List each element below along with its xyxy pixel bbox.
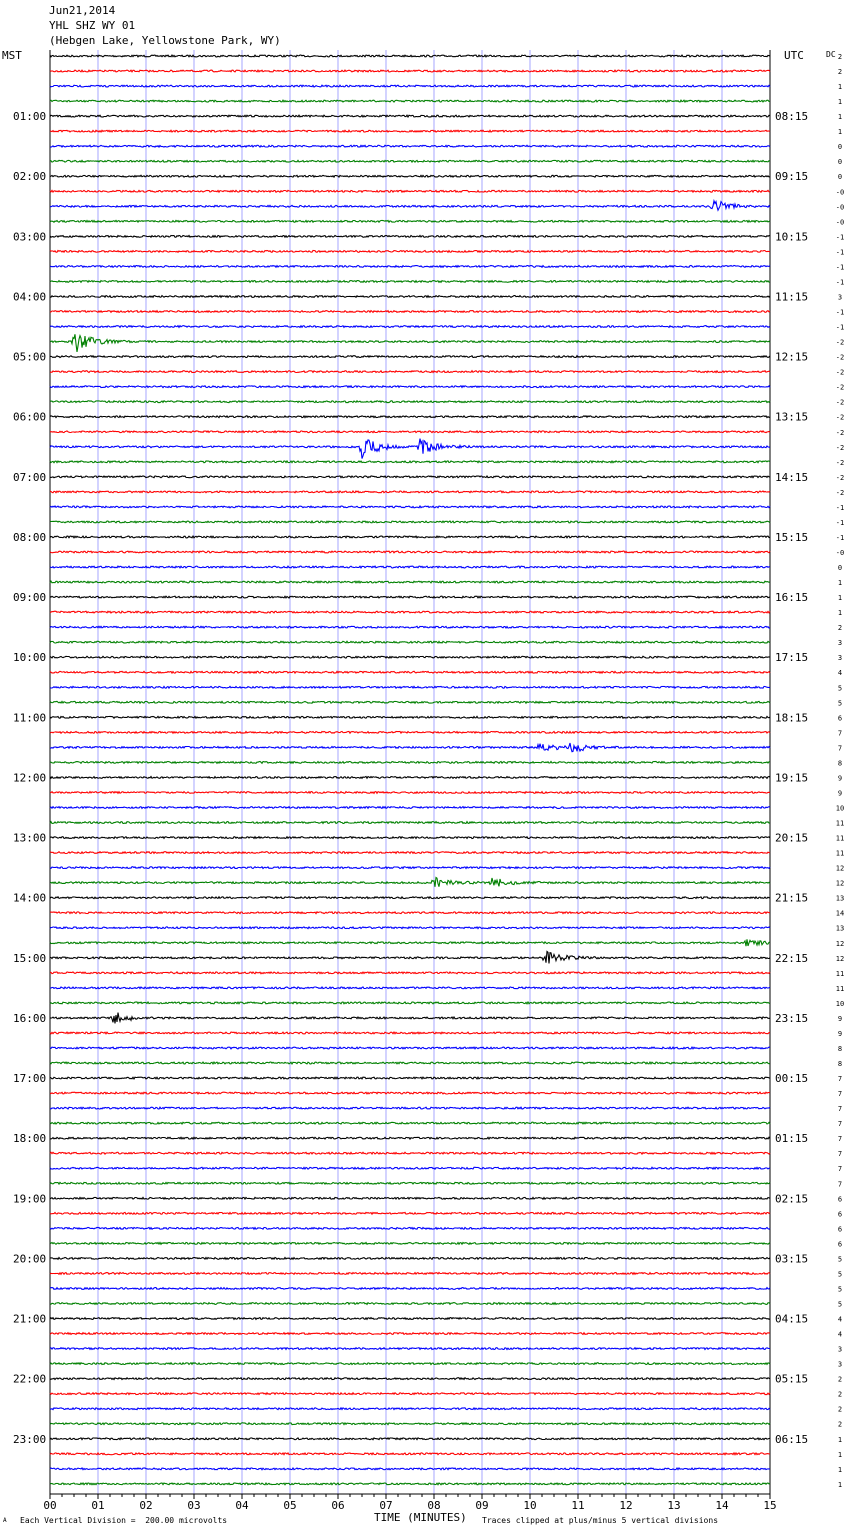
trace-row xyxy=(50,927,770,929)
trace-row xyxy=(50,732,770,734)
trace-row xyxy=(50,1408,770,1410)
trace-row xyxy=(50,1348,770,1350)
trace-row xyxy=(50,837,770,839)
hour-label-utc: 04:15 xyxy=(775,1312,809,1326)
footer-clip-note: Traces clipped at plus/minus 5 vertical divisions xyxy=(482,1516,719,1525)
dc-offset-label: 2 xyxy=(837,53,843,61)
hour-label-mst: 05:00 xyxy=(13,350,47,364)
dc-offset-label: 6 xyxy=(837,1225,843,1234)
dc-offset-label: 10 xyxy=(835,999,845,1008)
dc-offset-label: 2 xyxy=(837,624,843,633)
trace-row xyxy=(50,1303,770,1305)
hour-label-mst: 15:00 xyxy=(13,951,47,965)
trace-row xyxy=(50,401,770,403)
hour-label-mst: 04:00 xyxy=(13,290,47,304)
dc-offset-label: 4 xyxy=(837,669,843,678)
hour-label-utc: 13:15 xyxy=(775,410,809,424)
dc-offset-label: 1 xyxy=(837,98,843,107)
trace-row xyxy=(50,878,770,887)
trace-row xyxy=(50,416,770,418)
trace-row xyxy=(50,1122,770,1124)
trace-row xyxy=(50,671,770,673)
trace-row xyxy=(50,311,770,313)
hour-label-utc: 19:15 xyxy=(775,771,809,785)
hour-label-mst: 11:00 xyxy=(13,711,47,725)
dc-offset-label: 7 xyxy=(837,1075,843,1084)
trace-row xyxy=(50,251,770,253)
dc-offset-label: 5 xyxy=(837,1300,843,1309)
dc-offset-label: 11 xyxy=(835,969,845,978)
hour-label-utc: 21:15 xyxy=(775,891,809,905)
dc-offset-label: 6 xyxy=(837,714,843,723)
dc-offset-label: 7 xyxy=(837,1180,843,1189)
dc-offset-label: 7 xyxy=(837,729,843,738)
dc-offset-label: 2 xyxy=(837,1375,843,1384)
dc-offset-label: -2 xyxy=(835,368,845,377)
trace-row xyxy=(50,1182,770,1184)
trace-row xyxy=(50,491,770,493)
trace-row xyxy=(50,334,770,352)
dc-offset-label: 13 xyxy=(835,924,845,933)
dc-offset-label: 13 xyxy=(835,894,845,903)
trace-row xyxy=(50,762,770,764)
dc-offset-label: 14 xyxy=(835,909,845,918)
hour-label-utc: 03:15 xyxy=(775,1252,809,1266)
footer-scale-note: Each Vertical Division = 200.00 microvolts xyxy=(20,1516,228,1525)
trace-row xyxy=(50,1107,770,1109)
hour-label-mst: 23:00 xyxy=(13,1432,47,1446)
x-tick-label: 01 xyxy=(91,1499,105,1512)
trace-row xyxy=(50,867,770,869)
dc-offset-label: 0 xyxy=(837,143,843,152)
trace-row xyxy=(50,1483,770,1485)
hour-label-mst: 19:00 xyxy=(13,1192,47,1206)
x-tick-label: 15 xyxy=(763,1499,777,1512)
hour-label-utc: 23:15 xyxy=(775,1011,809,1025)
dc-offset-label: 2 xyxy=(837,68,843,77)
x-tick-label: 03 xyxy=(187,1499,201,1512)
x-tick-label: 09 xyxy=(475,1499,489,1512)
trace-row xyxy=(50,326,770,328)
dc-offset-label: -1 xyxy=(835,518,845,527)
dc-offset-label: -2 xyxy=(835,353,845,362)
trace-row xyxy=(50,386,770,388)
trace-row xyxy=(50,536,770,538)
hour-label-utc: 00:15 xyxy=(775,1072,809,1086)
dc-offset-label: -2 xyxy=(835,473,845,482)
dc-offset-label: 2 xyxy=(837,1420,843,1429)
trace-row xyxy=(50,581,770,583)
date-label: Jun21,2014 xyxy=(49,4,116,17)
dc-offset-label: 4 xyxy=(837,1330,843,1339)
dc-offset-label: -1 xyxy=(835,323,845,332)
dc-offset-label: 0 xyxy=(837,173,843,182)
hour-label-utc: 02:15 xyxy=(775,1192,809,1206)
dc-offset-label: 5 xyxy=(837,684,843,693)
trace-row xyxy=(50,777,770,779)
dc-offset-label: -1 xyxy=(835,248,845,257)
dc-offset-label: 6 xyxy=(837,1210,843,1219)
dc-offset-label: 7 xyxy=(837,744,843,753)
trace-row xyxy=(50,1318,770,1320)
trace-row xyxy=(50,716,770,718)
trace-row xyxy=(50,596,770,598)
dc-offset-label: 1 xyxy=(837,1465,843,1474)
dc-offset-label: 11 xyxy=(835,819,845,828)
footer-left-mark: A xyxy=(3,1517,7,1524)
trace-row xyxy=(50,626,770,628)
trace-row xyxy=(50,220,770,222)
trace-row xyxy=(50,1137,770,1139)
trace-row xyxy=(50,371,770,373)
dc-offset-label: 5 xyxy=(837,699,843,708)
trace-row xyxy=(50,1002,770,1004)
trace-row xyxy=(50,1288,770,1290)
dc-offset-label: 7 xyxy=(837,1135,843,1144)
hour-label-utc: 09:15 xyxy=(775,170,809,184)
trace-row xyxy=(50,1258,770,1260)
trace-row xyxy=(50,266,770,268)
trace-row xyxy=(50,1393,770,1395)
dc-label: DC xyxy=(826,50,836,59)
hour-label-mst: 16:00 xyxy=(13,1011,47,1025)
dc-offset-label: 0 xyxy=(837,564,843,573)
trace-row xyxy=(50,1197,770,1199)
trace-row xyxy=(50,1423,770,1425)
trace-row xyxy=(50,1152,770,1154)
hour-label-mst: 01:00 xyxy=(13,110,47,124)
hour-label-mst: 20:00 xyxy=(13,1252,47,1266)
right-timezone-label: UTC xyxy=(784,49,804,62)
dc-offset-label: 2 xyxy=(837,1405,843,1414)
dc-offset-label: 11 xyxy=(835,849,845,858)
trace-row xyxy=(50,506,770,508)
trace-row xyxy=(50,1438,770,1440)
x-tick-label: 10 xyxy=(523,1499,537,1512)
dc-offset-label: 10 xyxy=(835,804,845,813)
trace-row xyxy=(50,686,770,688)
trace-row xyxy=(50,1212,770,1214)
dc-offset-label: -2 xyxy=(835,443,845,452)
hour-label-mst: 17:00 xyxy=(13,1072,47,1086)
hour-label-utc: 14:15 xyxy=(775,470,809,484)
trace-row xyxy=(50,641,770,643)
dc-offset-label: 7 xyxy=(837,1120,843,1129)
trace-row xyxy=(50,236,770,238)
x-tick-label: 12 xyxy=(619,1499,633,1512)
trace-row xyxy=(50,1363,770,1365)
trace-row xyxy=(50,822,770,824)
dc-offset-label: -0 xyxy=(835,188,845,197)
trace-row xyxy=(50,1453,770,1455)
dc-offset-label: 3 xyxy=(837,1360,843,1369)
trace-row xyxy=(50,439,770,459)
dc-offset-label: 6 xyxy=(837,1240,843,1249)
trace-row xyxy=(50,1378,770,1380)
dc-offset-label: 1 xyxy=(837,83,843,92)
dc-offset-label: 1 xyxy=(837,579,843,588)
dc-offset-label: 8 xyxy=(837,759,843,768)
x-tick-label: 04 xyxy=(235,1499,249,1512)
hour-label-utc: 08:15 xyxy=(775,110,809,124)
hour-label-utc: 06:15 xyxy=(775,1432,809,1446)
dc-offset-label: -0 xyxy=(835,218,845,227)
trace-row xyxy=(50,356,770,358)
dc-offset-label: -2 xyxy=(835,383,845,392)
dc-offset-label: 6 xyxy=(837,1195,843,1204)
hour-label-utc: 22:15 xyxy=(775,951,809,965)
trace-row xyxy=(50,1013,770,1024)
trace-row xyxy=(50,115,770,117)
trace-row xyxy=(50,566,770,568)
dc-offset-label: 1 xyxy=(837,1480,843,1489)
trace-row xyxy=(50,1062,770,1064)
trace-row xyxy=(50,1227,770,1229)
dc-offset-label: 3 xyxy=(837,639,843,648)
hour-label-mst: 09:00 xyxy=(13,591,47,605)
hour-label-utc: 10:15 xyxy=(775,230,809,244)
hour-label-mst: 18:00 xyxy=(13,1132,47,1146)
dc-offset-label: 7 xyxy=(837,1165,843,1174)
dc-offset-label: -1 xyxy=(835,278,845,287)
dc-offset-label: 11 xyxy=(835,984,845,993)
dc-offset-label: -1 xyxy=(835,503,845,512)
hour-label-mst: 21:00 xyxy=(13,1312,47,1326)
trace-row xyxy=(50,743,770,752)
trace-row xyxy=(50,201,770,210)
hour-label-mst: 10:00 xyxy=(13,651,47,665)
dc-offset-label: 3 xyxy=(837,293,843,302)
dc-offset-label: 8 xyxy=(837,1044,843,1053)
x-axis-title: TIME (MINUTES) xyxy=(374,1511,467,1524)
dc-offset-label: -1 xyxy=(835,308,845,317)
dc-offset-label: 9 xyxy=(837,789,843,798)
dc-offset-label: 8 xyxy=(837,1060,843,1069)
trace-row xyxy=(50,1167,770,1169)
dc-offset-label: -2 xyxy=(835,458,845,467)
dc-offset-label: -1 xyxy=(835,533,845,542)
dc-offset-label: -2 xyxy=(835,413,845,422)
trace-row xyxy=(50,85,770,87)
dc-offset-label: 12 xyxy=(835,879,845,888)
trace-row xyxy=(50,476,770,478)
trace-row xyxy=(50,987,770,989)
trace-row xyxy=(50,70,770,72)
trace-row xyxy=(50,611,770,613)
trace-row xyxy=(50,1468,770,1470)
x-tick-label: 14 xyxy=(715,1499,729,1512)
dc-offset-label: 7 xyxy=(837,1090,843,1099)
dc-offset-label: 1 xyxy=(837,1435,843,1444)
x-tick-label: 06 xyxy=(331,1499,345,1512)
dc-offset-label: -2 xyxy=(835,428,845,437)
hour-label-utc: 05:15 xyxy=(775,1372,809,1386)
dc-offset-label: -2 xyxy=(835,398,845,407)
dc-offset-label: 7 xyxy=(837,1150,843,1159)
trace-row xyxy=(50,972,770,974)
trace-row xyxy=(50,912,770,914)
trace-row xyxy=(50,1333,770,1335)
dc-offset-label: -1 xyxy=(835,233,845,242)
trace-row xyxy=(50,952,770,964)
dc-offset-label: -0 xyxy=(835,203,845,212)
trace-row xyxy=(50,656,770,658)
trace-row xyxy=(50,160,770,162)
trace-row xyxy=(50,296,770,298)
dc-offset-label: 5 xyxy=(837,1255,843,1264)
trace-row xyxy=(50,1243,770,1245)
hour-label-mst: 03:00 xyxy=(13,230,47,244)
hour-label-utc: 15:15 xyxy=(775,530,809,544)
dc-offset-label: 1 xyxy=(837,128,843,137)
dc-offset-label: 1 xyxy=(837,609,843,618)
x-tick-label: 11 xyxy=(571,1499,585,1512)
trace-row xyxy=(50,145,770,147)
dc-offset-label: 1 xyxy=(837,113,843,122)
left-timezone-label: MST xyxy=(2,49,22,62)
dc-offset-label: -2 xyxy=(835,338,845,347)
hour-label-mst: 22:00 xyxy=(13,1372,47,1386)
dc-offset-label: 12 xyxy=(835,954,845,963)
trace-row xyxy=(50,852,770,854)
trace-row xyxy=(50,100,770,102)
x-tick-label: 08 xyxy=(427,1499,441,1512)
dc-offset-label: -0 xyxy=(835,548,845,557)
hour-label-utc: 16:15 xyxy=(775,591,809,605)
trace-row xyxy=(50,1092,770,1094)
trace-row xyxy=(50,130,770,132)
hour-label-utc: 11:15 xyxy=(775,290,809,304)
dc-offset-label: 4 xyxy=(837,1315,843,1324)
hour-label-utc: 20:15 xyxy=(775,831,809,845)
trace-row xyxy=(50,701,770,703)
trace-row xyxy=(50,1077,770,1079)
trace-row xyxy=(50,897,770,899)
trace-row xyxy=(50,551,770,553)
dc-offset-label: 9 xyxy=(837,1014,843,1023)
dc-offset-label: 7 xyxy=(837,1105,843,1114)
x-tick-label: 02 xyxy=(139,1499,153,1512)
trace-row xyxy=(50,939,770,946)
trace-row xyxy=(50,792,770,794)
dc-offset-label: 5 xyxy=(837,1270,843,1279)
hour-label-utc: 18:15 xyxy=(775,711,809,725)
x-tick-label: 13 xyxy=(667,1499,681,1512)
hour-label-mst: 08:00 xyxy=(13,530,47,544)
dc-offset-label: 3 xyxy=(837,1345,843,1354)
hour-label-utc: 01:15 xyxy=(775,1132,809,1146)
x-tick-label: 05 xyxy=(283,1499,297,1512)
dc-offset-label: 1 xyxy=(837,594,843,603)
hour-label-mst: 02:00 xyxy=(13,170,47,184)
dc-offset-label: -2 xyxy=(835,488,845,497)
trace-row xyxy=(50,1032,770,1034)
trace-row xyxy=(50,521,770,523)
hour-label-utc: 17:15 xyxy=(775,651,809,665)
trace-row xyxy=(50,281,770,283)
dc-offset-label: 0 xyxy=(837,158,843,167)
trace-row xyxy=(50,55,770,57)
trace-row xyxy=(50,1273,770,1275)
trace-row xyxy=(50,431,770,433)
dc-offset-label: 9 xyxy=(837,1029,843,1038)
dc-offset-label: 12 xyxy=(835,939,845,948)
station-label: YHL SHZ WY 01 xyxy=(49,19,136,32)
trace-row xyxy=(50,807,770,809)
trace-row xyxy=(50,175,770,177)
hour-label-utc: 12:15 xyxy=(775,350,809,364)
trace-row xyxy=(50,190,770,192)
hour-label-mst: 12:00 xyxy=(13,771,47,785)
dc-offset-label: 9 xyxy=(837,774,843,783)
trace-row xyxy=(50,1047,770,1049)
x-tick-label: 00 xyxy=(43,1499,57,1512)
location-label: (Hebgen Lake, Yellowstone Park, WY) xyxy=(49,34,281,47)
hour-label-mst: 07:00 xyxy=(13,470,47,484)
dc-offset-label: 1 xyxy=(837,1450,843,1459)
dc-offset-label: 2 xyxy=(837,1390,843,1399)
hour-label-mst: 06:00 xyxy=(13,410,47,424)
hour-label-mst: 14:00 xyxy=(13,891,47,905)
dc-offset-label: 5 xyxy=(837,1285,843,1294)
dc-offset-label: 11 xyxy=(835,834,845,843)
trace-row xyxy=(50,461,770,463)
dc-offset-label: -1 xyxy=(835,263,845,272)
hour-label-mst: 13:00 xyxy=(13,831,47,845)
dc-offset-label: 12 xyxy=(835,864,845,873)
dc-offset-label: 3 xyxy=(837,654,843,663)
x-tick-label: 07 xyxy=(379,1499,393,1512)
